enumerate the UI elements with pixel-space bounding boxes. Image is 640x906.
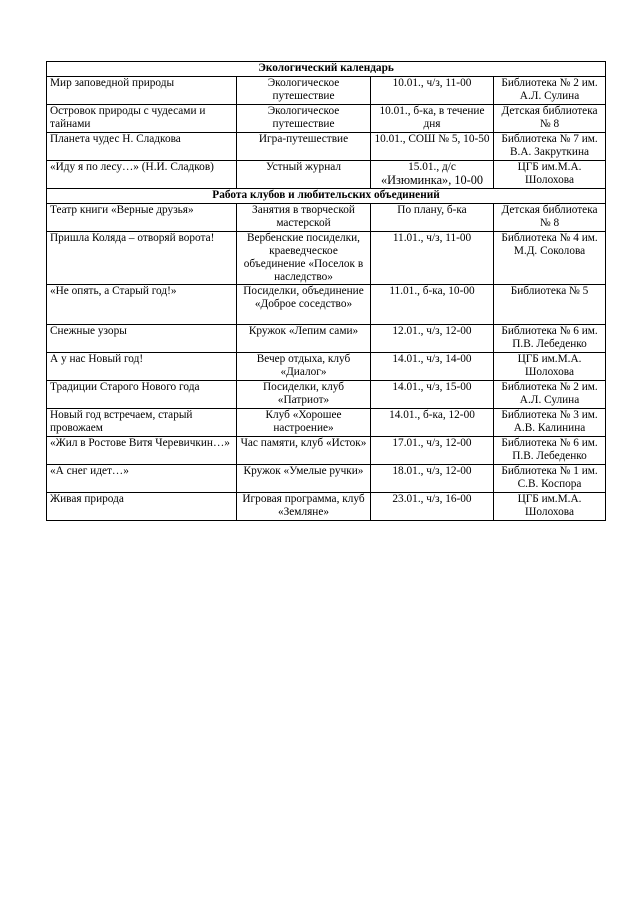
event-where: Детская библиотека № 8 bbox=[494, 105, 606, 133]
event-form: Кружок «Лепим сами» bbox=[237, 325, 371, 353]
event-form: Игровая программа, клуб «Земляне» bbox=[237, 493, 371, 521]
table-row bbox=[47, 465, 606, 493]
event-form: Клуб «Хорошее настроение» bbox=[237, 409, 371, 437]
event-form: Посиделки, объединение «Доброе соседство» bbox=[237, 285, 371, 325]
table-row bbox=[47, 204, 606, 232]
event-name: Традиции Старого Нового года bbox=[47, 381, 237, 409]
document-page bbox=[46, 61, 605, 521]
event-name: «Не опять, а Старый год!» bbox=[47, 285, 237, 325]
table-row bbox=[47, 325, 606, 353]
event-where: Библиотека № 4 им. М.Д. Соколова bbox=[494, 232, 606, 285]
event-when bbox=[371, 161, 494, 189]
event-when: 10.01., СОШ № 5, 10-50 bbox=[371, 133, 494, 161]
event-where: Библиотека № 2 им. А.Л. Сулина bbox=[494, 381, 606, 409]
event-when: 10.01., ч/з, 11-00 bbox=[371, 77, 494, 105]
event-form: Вечер отдыха, клуб «Диалог» bbox=[237, 353, 371, 381]
event-where: Библиотека № 7 им. В.А. Закруткина bbox=[494, 133, 606, 161]
table-row bbox=[47, 105, 606, 133]
event-form: Час памяти, клуб «Исток» bbox=[237, 437, 371, 465]
event-name: «А снег идет…» bbox=[47, 465, 237, 493]
table-row bbox=[47, 353, 606, 381]
event-when: 23.01., ч/з, 16-00 bbox=[371, 493, 494, 521]
event-when: 14.01., ч/з, 14-00 bbox=[371, 353, 494, 381]
event-when: 14.01., ч/з, 15-00 bbox=[371, 381, 494, 409]
table-row bbox=[47, 437, 606, 465]
section-header-row bbox=[47, 62, 606, 77]
event-name: «Жил в Ростове Витя Черевичкин…» bbox=[47, 437, 237, 465]
event-name: Новый год встречаем, старый провожаем bbox=[47, 409, 237, 437]
event-name: Мир заповедной природы bbox=[47, 77, 237, 105]
event-where: Библиотека № 2 им. А.Л. Сулина bbox=[494, 77, 606, 105]
event-where: Библиотека № 3 им. А.В. Калинина bbox=[494, 409, 606, 437]
event-name: «Иду я по лесу…» (Н.И. Сладков) bbox=[47, 161, 237, 189]
event-name: Снежные узоры bbox=[47, 325, 237, 353]
event-where: ЦГБ им.М.А. Шолохова bbox=[494, 161, 606, 189]
table-row bbox=[47, 409, 606, 437]
event-when: По плану, б-ка bbox=[371, 204, 494, 232]
section-header-row bbox=[47, 189, 606, 204]
event-name: Пришла Коляда – отворяй ворота! bbox=[47, 232, 237, 285]
event-form: Экологическое путешествие bbox=[237, 77, 371, 105]
event-name: Театр книги «Верные друзья» bbox=[47, 204, 237, 232]
event-when-line2: «Изюминка», 10-00 bbox=[380, 173, 484, 187]
event-where: Библиотека № 5 bbox=[494, 285, 606, 325]
event-form: Игра-путешествие bbox=[237, 133, 371, 161]
event-when: 11.01., б-ка, 10-00 bbox=[371, 285, 494, 325]
event-name: Планета чудес Н. Сладкова bbox=[47, 133, 237, 161]
event-name: Островок природы с чудесами и тайнами bbox=[47, 105, 237, 133]
event-name: Живая природа bbox=[47, 493, 237, 521]
table-row bbox=[47, 77, 606, 105]
event-form: Занятия в творческой мастерской bbox=[237, 204, 371, 232]
table-row bbox=[47, 381, 606, 409]
event-when: 14.01., б-ка, 12-00 bbox=[371, 409, 494, 437]
event-when: 10.01., б-ка, в течение дня bbox=[371, 105, 494, 133]
table-row bbox=[47, 493, 606, 521]
event-where: Библиотека № 1 им. С.В. Коспора bbox=[494, 465, 606, 493]
event-where: Библиотека № 6 им. П.В. Лебеденко bbox=[494, 325, 606, 353]
event-form: Вербенские посиделки, краеведческое объединение «Поселок в наследство» bbox=[237, 232, 371, 285]
events-table bbox=[46, 61, 606, 521]
table-row bbox=[47, 232, 606, 285]
event-when: 11.01., ч/з, 11-00 bbox=[371, 232, 494, 285]
event-where: ЦГБ им.М.А. Шолохова bbox=[494, 493, 606, 521]
event-when: 12.01., ч/з, 12-00 bbox=[371, 325, 494, 353]
event-where: ЦГБ им.М.А. Шолохова bbox=[494, 353, 606, 381]
event-name: А у нас Новый год! bbox=[47, 353, 237, 381]
section-title: Работа клубов и любительских объединений bbox=[47, 189, 606, 204]
table-row bbox=[47, 133, 606, 161]
event-form: Устный журнал bbox=[237, 161, 371, 189]
event-when: 17.01., ч/з, 12-00 bbox=[371, 437, 494, 465]
section-title: Экологический календарь bbox=[47, 62, 606, 77]
event-form: Экологическое путешествие bbox=[237, 105, 371, 133]
event-where: Библиотека № 6 им. П.В. Лебеденко bbox=[494, 437, 606, 465]
table-row bbox=[47, 161, 606, 189]
table-row bbox=[47, 285, 606, 325]
event-when: 18.01., ч/з, 12-00 bbox=[371, 465, 494, 493]
event-where: Детская библиотека № 8 bbox=[494, 204, 606, 232]
event-form: Посиделки, клуб «Патриот» bbox=[237, 381, 371, 409]
event-form: Кружок «Умелые ручки» bbox=[237, 465, 371, 493]
event-when-line1: 15.01., д/с bbox=[408, 161, 456, 173]
